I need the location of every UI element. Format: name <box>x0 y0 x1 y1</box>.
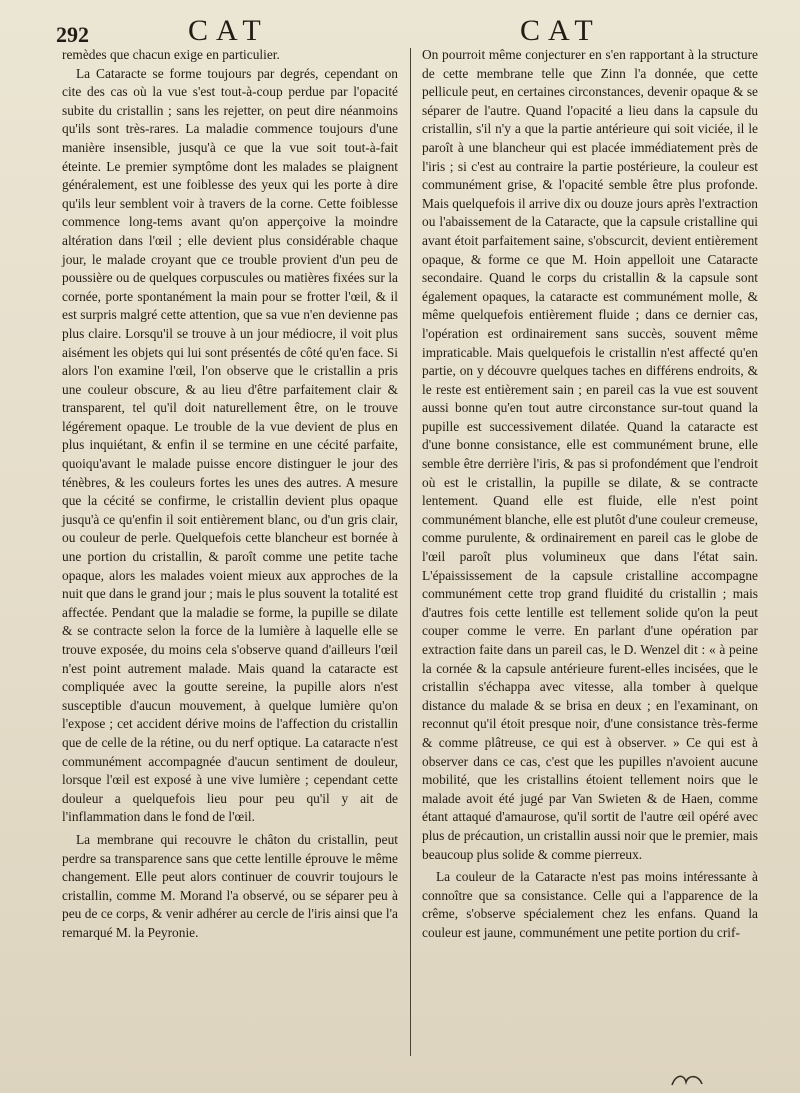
ink-smudge-icon <box>668 1072 708 1088</box>
paragraph: La Cataracte se forme toujours par degrés, cependant on cite des cas où la vue s'est tout-à-coup perdue par l'opacité subite du cristallin ; sans les rejetter, on peut dire néanmoins qu'ils sont très-rares. La maladie commence toujours d'une manière insensible, jusqu'à ce que la vue soit tout-à-fait éteinte. Le premier symptôme dont les malades se plaignent généralement, est une foiblesse des yeux qui les porte à dire qu'ils leur semblent voir à travers de la corne. Cette foiblesse commence long-tems avant qu'on apperçoive la moindre altération dans l'œil ; elle devient plus considérable chaque jour, le malade croyant que ce trouble provient d'un peu de poussière ou de quelques corpuscules ou matières fixées sur la cornée, porte spontanément la main pour se frotter l'œil, & il est surpris malgré cette attention, que sa vue n'en devienne pas plus claire. Lorsqu'il se trouve à un jour médiocre, il voit plus aisément les objets qui lui sont présentés de côté qu'en face. Si alors l'on examine l'œil, l'on observe que le cristallin a pris une couleur obscure, & au lieu d'être parfaitement clair & transparent, tel qu'il doit naturellement être, on le trouve légérement opaque. Le trouble de la vue devient de plus en plus inquiétant, & enfin il se termine en une cécité parfaite, quoiqu'avant le malade puisse encore distinguer le jour des ténèbres, & les couleurs fortes les unes des autres. A mesure que la cécité se confirme, le cristallin devient plus opaque jusqu'à ce qu'enfin il soit entièrement blanc, ou d'un gris clair, ou couleur de perle. Quelquefois cette blancheur est bornée à une portion du cristallin, & paroît comme une petite tache opaque, alors les malades voient mieux aux approches de la nuit que dans le grand jour ; mais le plus souvent la totalité est affectée. Pendant que la maladie se forme, la pupille se dilate & se contracte selon la force de la lumière à laquelle elle se trouve exposée, du moins cela s'observe quand d'ailleurs l'œil n'est point autrement malade. Mais quand la cataracte est compliquée avec la goutte sereine, la pupille alors n'est susceptible d'aucun mouvement, à quelque lumière qu'on l'expose ; cet accident dérive moins de l'affection du cristallin que de celle de la rétine, ou du nerf optique. La cataracte n'est communément accompagnée d'aucun sentiment de douleur, lorsque l'œil est exposé à une vive lumière ; cependant cette douleur a quelquefois lieu pour peu qu'il y ait de l'inflammation dans le fond de l'œil. <box>62 65 398 825</box>
right-column <box>422 46 758 943</box>
paragraph: La membrane qui recouvre le châton du cristallin, peut perdre sa transparence sans que cette lentille éprouve le même changement. Elle peut alors continuer de couvrir toujours le cristallin, comme M. Morand l'a observé, ou se séparer peu à peu de ce corps, & venir adhérer au cercle de l'iris ainsi que l'a remarqué M. la Peyronie. <box>62 831 398 940</box>
paragraph: On pourroit même conjecturer en s'en rapportant à la structure de cette membrane telle que Zinn l'a donnée, que cette pellicule peut, en certaines circonstances, devenir opaque & se séparer de l'autre. Quand l'opacité a lieu dans la capsule du cristallin, s'il n'y a que la partie antérieure qui soit viciée, il le paroît à une blancheur qui est placée immédiatement près de l'iris ; si c'est au contraire la partie postérieure, la couleur est communément grise, & l'opacité semble être plus profonde. Mais quelquefois il arrive dix ou douze jours après l'extraction ou l'abaissement de la Cataracte, que la capsule cristalline qui avant étoit parfaitement saine, s'obscurcit, devient entièrement opaque, & forme ce que M. Hoin appelloit une Cataracte secondaire. Quand le corps du cristallin & la capsule sont également opaques, la cataracte est communément molle, & même quelquefois entièrement fluide ; dans ce dernier cas, l'opération est ordinairement sans succès, souvent même impraticable. Mais quelquefois le cristallin n'est affecté qu'en partie, on y découvre quelques taches en différens endroits, & le reste est entièrement sain ; en pareil cas la vue est souvent aussi bonne qu'en tout autre circonstance sur-tout quand la pupille est successivement dilatée. Quand la cataracte est d'une bonne consistance, elle est communément brune, elle semble être derrière l'iris, & pas si profondément que l'endroit où est le cristallin, la pupille se dilate, & se contracte lentement. Quand elle est fluide, elle n'est point communément blanche, elle est plutôt d'une couleur cremeuse, comme purulente, & ordinairement en pareil cas le globe de l'œil paroît plus volumineux que dans l'état sain. L'épaississement de la capsule cristalline accompagne communément cette trop grand fluidité du cristallin ; mais d'autres fois cette lentille est tellement solide qu'on la peut couper comme le verre. En parlant d'une opération par extraction faite dans un pareil cas, le D. Wenzel dit : « à peine la cornée & la capsule antérieure furent-elles incisées, que le cristallin s'échappa avec vitesse, alla tomber à quelque distance du malade & se brisa en deux ; en l'examinant, on reconnut qu'il étoit presque noir, d'une consistance très-ferme & comme plâtreuse, ce qui est à observer. » Ce qui est à observer dans ce cas, c'est que les pupilles n'avoient aucune mobilité, que les cristallins étoient tellement noirs que le malade avoit été jugé par Van Swieten & de Haen, comme étant attaqué d'amaurose, qu'il sortit de l'autre œil opéré avec plus de précaution, un cristallin aussi noir que le premier, mais beaucoup plus solide & comme pierreux. <box>422 47 758 862</box>
carried-over-line: remèdes que chacun exige en particulier. <box>62 47 280 62</box>
paragraph: La couleur de la Cataracte n'est pas moins intéressante à connoître que sa consistance. Celle qui a l'apparence de la crême, s'observe spécialement chez les enfans. Quand la couleur est jaune, communément une petite portion du crif- <box>422 869 758 940</box>
left-column <box>62 46 398 943</box>
column-divider-lower <box>410 1016 411 1056</box>
running-head-left: CAT <box>188 14 269 47</box>
running-head-right: CAT <box>520 14 601 47</box>
column-divider <box>410 48 411 1016</box>
page-number: 292 <box>56 22 89 47</box>
